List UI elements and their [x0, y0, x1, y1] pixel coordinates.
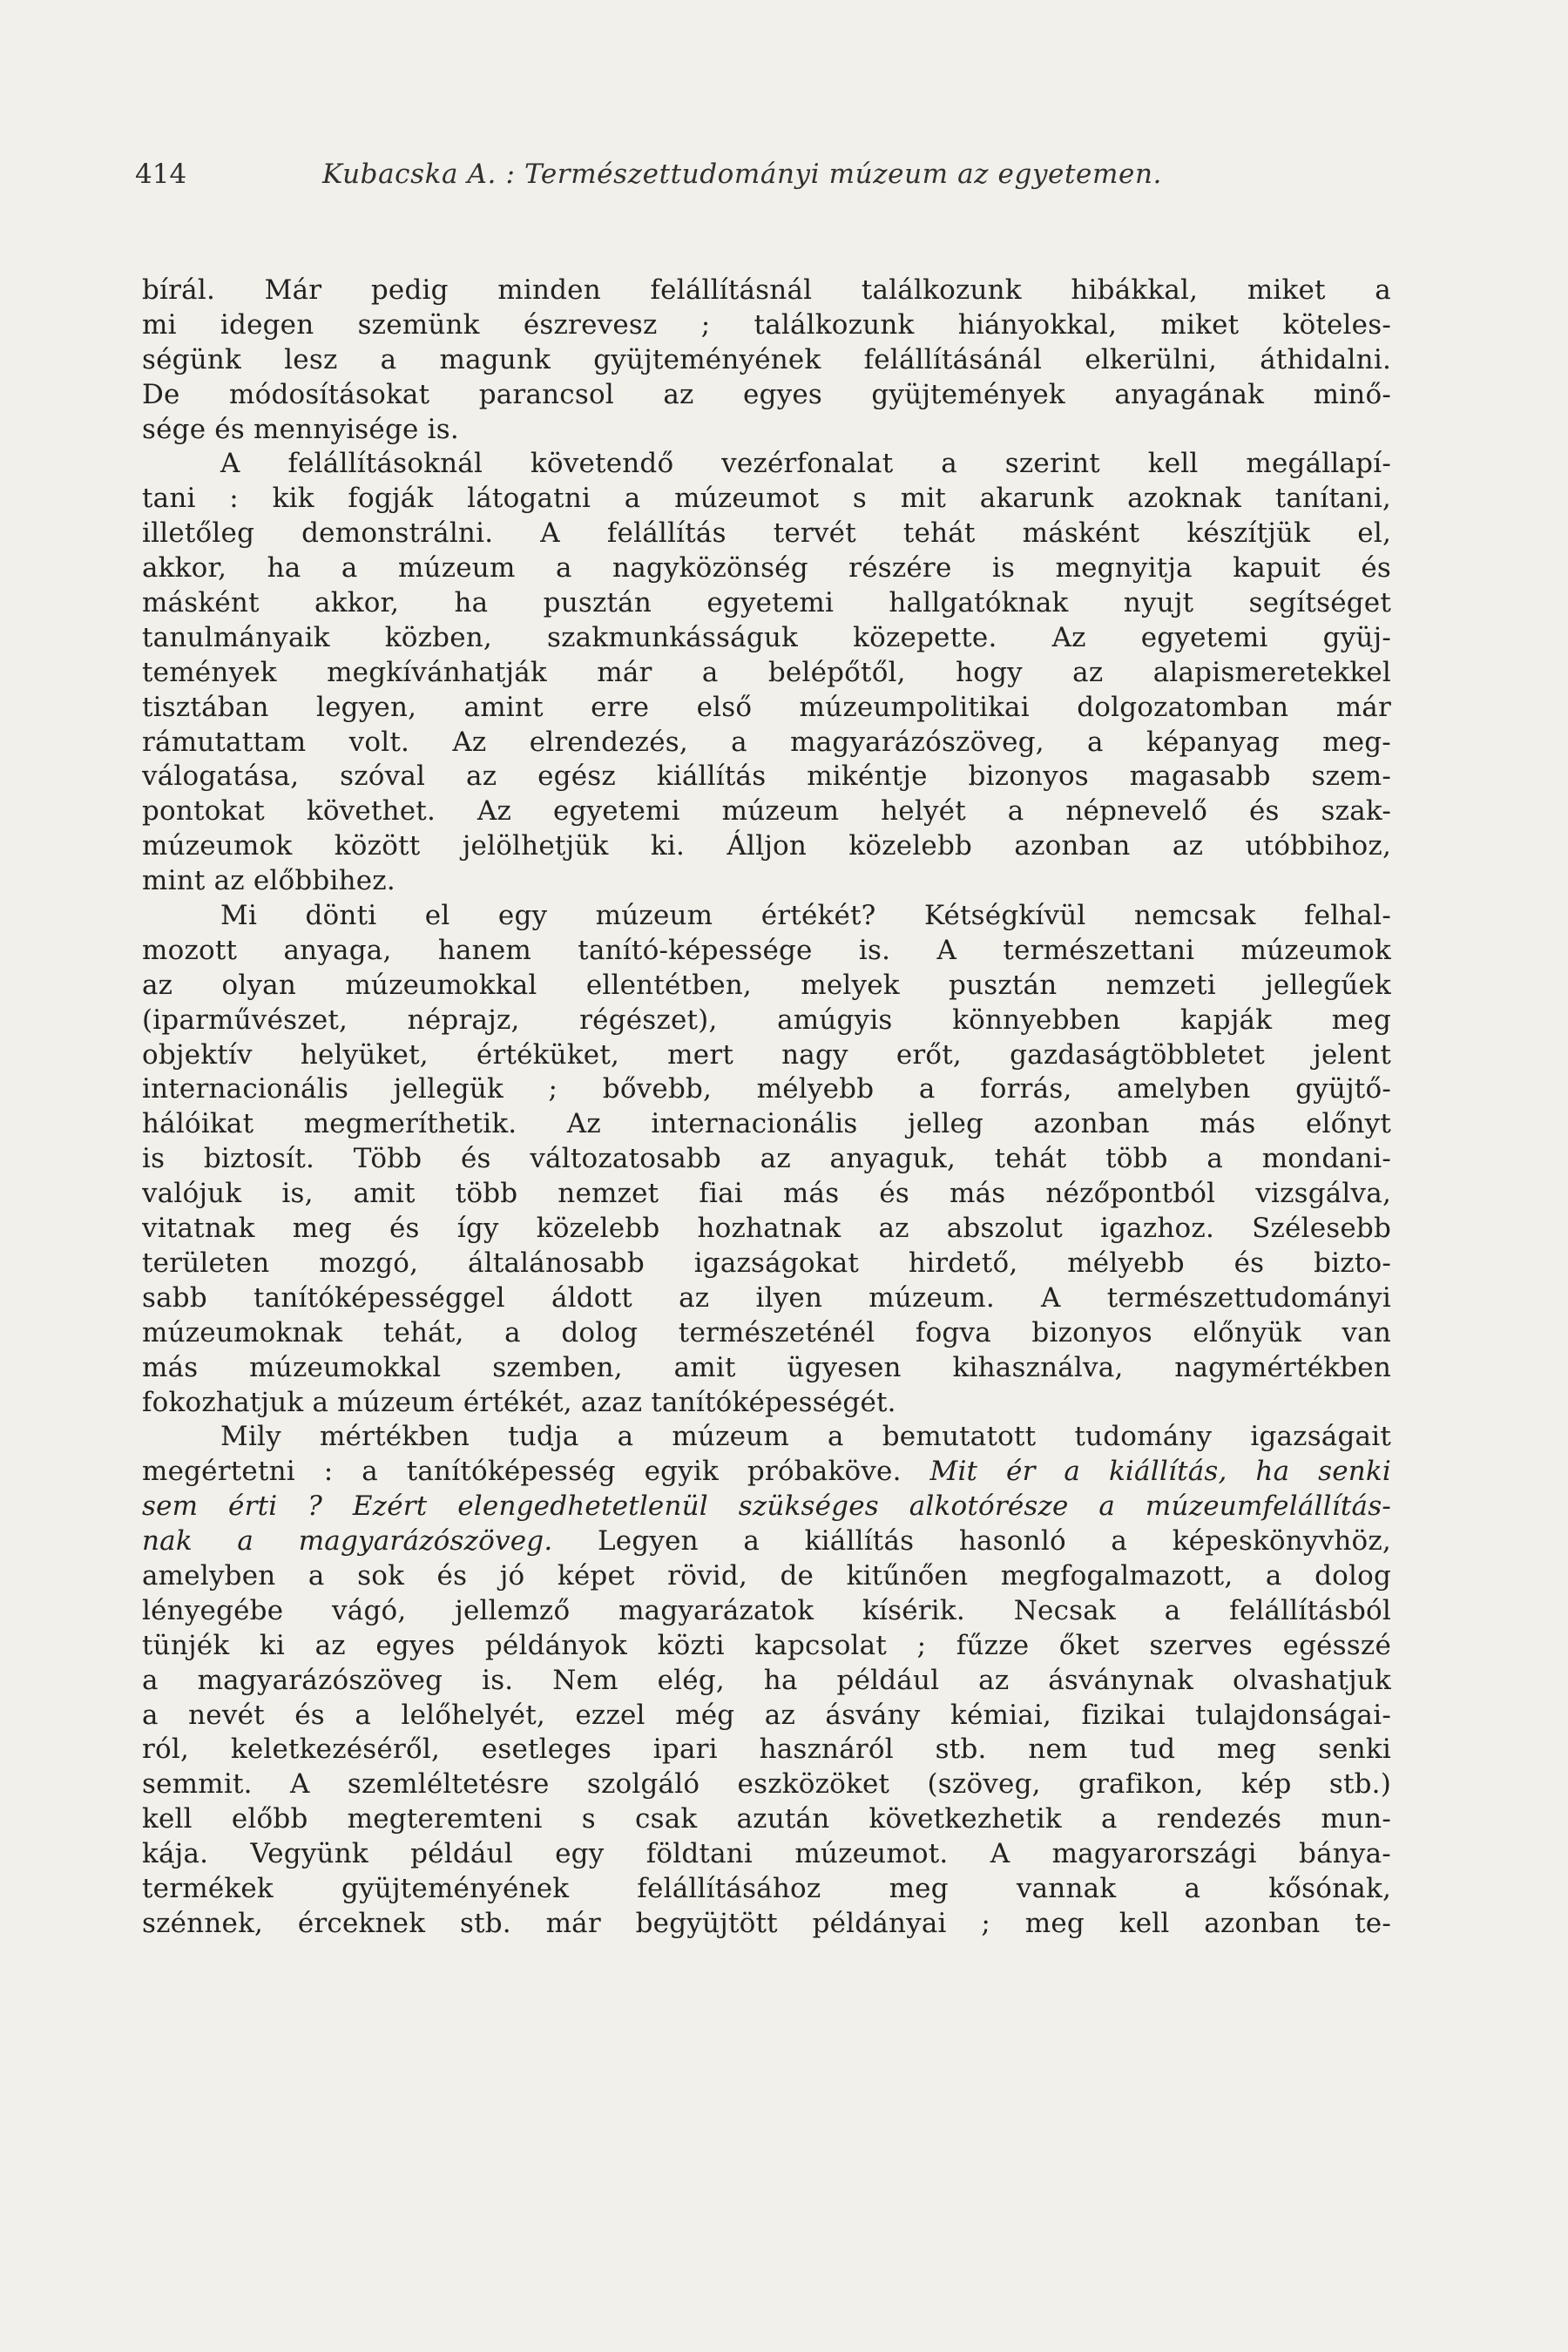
text-line: (iparművészet, néprajz, régészet), amúgyis könnyebben kapják meg	[142, 1004, 1391, 1036]
text-line: semmit. A szemléltetésre szolgáló eszközöket (szöveg, grafikon, kép stb.)	[142, 1768, 1391, 1801]
text-line: tanulmányaik közben, szakmunkásságuk közepette. Az egyetemi gyüj-	[142, 621, 1391, 653]
text-line: hálóikat megmeríthetik. Az internacionális jelleg azonban más előnyt	[142, 1108, 1391, 1140]
page-number: 414	[135, 159, 187, 190]
text-line: illetőleg demonstrálni. A felállítás tervét tehát másként készítjük el,	[142, 517, 1391, 550]
text-line: lényegébe vágó, jellemző magyarázatok kísérik. Necsak a felállításból	[142, 1594, 1391, 1626]
text-line: pontokat követhet. Az egyetemi múzeum helyét a népnevelő és szak-	[142, 795, 1391, 828]
text-line: tisztában legyen, amint erre első múzeumpolitikai dolgozatomban már	[142, 691, 1391, 723]
text-line-mixed	[142, 1455, 1391, 1490]
running-head	[135, 155, 1398, 193]
italic-segment: nak a magyarázószöveg.	[142, 1525, 553, 1558]
text-line: A felállításoknál követendő vezérfonalat a szerint kell megállapí-	[220, 448, 1391, 480]
text-line: szénnek, érceknek stb. már begyüjtött példányai ; meg kell azonban te-	[142, 1907, 1391, 1939]
text-line: vitatnak meg és így közelebb hozhatnak az abszolut igazhoz. Szélesebb	[142, 1213, 1391, 1245]
text-line: a nevét és a lelőhelyét, ezzel még az ásvány kémiai, fizikai tulajdonságai-	[142, 1699, 1391, 1731]
text-line: területen mozgó, általánosabb igazságokat hirdető, mélyebb és bizto-	[142, 1247, 1391, 1279]
text-line: válogatása, szóval az egész kiállítás mikéntje bizonyos magasabb szem-	[142, 760, 1391, 793]
text-segment: megértetni : a tanítóképesség egyik próbaköve.	[142, 1456, 902, 1488]
text-line: fokozhatjuk a múzeum értékét, azaz tanítóképességét.	[142, 1386, 896, 1418]
body-text	[142, 274, 1391, 1942]
text-line: rámutattam volt. Az elrendezés, a magyarázószöveg, a képanyag meg-	[142, 726, 1391, 758]
text-line: is biztosít. Több és változatosabb az anyaguk, tehát több a mondani-	[142, 1143, 1391, 1175]
text-line: valójuk is, amit több nemzet fiai más és más nézőpontból vizsgálva,	[142, 1178, 1391, 1210]
italic-line: sem érti ? Ezért elengedhetetlenül szükséges alkotórésze a múzeumfelállítás-	[142, 1490, 1391, 1523]
text-line: a magyarázószöveg is. Nem elég, ha például az ásványnak olvashatjuk	[142, 1664, 1391, 1696]
text-line: ról, keletkezéséről, esetleges ipari hasznáról stb. nem tud meg senki	[142, 1734, 1391, 1766]
text-line: De módosításokat parancsol az egyes gyüjtemények anyagának minő-	[142, 378, 1391, 410]
text-segment: Legyen a kiállítás hasonló a képeskönyvhöz,	[598, 1525, 1391, 1558]
text-line: másként akkor, ha pusztán egyetemi hallgatóknak nyujt segítséget	[142, 587, 1391, 619]
text-line: mi idegen szemünk észrevesz ; találkozunk hiányokkal, miket köteles-	[142, 308, 1391, 341]
text-line: sége és mennyisége is.	[142, 413, 459, 445]
text-line: mint az előbbihez.	[142, 865, 395, 897]
text-line: bírál. Már pedig minden felállításnál találkozunk hibákkal, miket a	[142, 274, 1391, 306]
text-line: objektív helyüket, értéküket, mert nagy erőt, gazdaságtöbbletet jelent	[142, 1038, 1391, 1071]
text-line: kell előbb megteremteni s csak azután következhetik a rendezés mun-	[142, 1803, 1391, 1835]
text-line: kája. Vegyünk például egy földtani múzeumot. A magyarországi bánya-	[142, 1838, 1391, 1870]
text-line: Mi dönti el egy múzeum értékét? Kétségkívül nemcsak felhal-	[220, 900, 1391, 932]
text-line: múzeumoknak tehát, a dolog természeténél fogva bizonyos előnyük van	[142, 1316, 1391, 1348]
text-line: Mily mértékben tudja a múzeum a bemutatott tudomány igazságait	[220, 1421, 1391, 1453]
text-line: tünjék ki az egyes példányok közti kapcsolat ; fűzze őket szerves egésszé	[142, 1629, 1391, 1661]
text-line: mozott anyaga, hanem tanító-képessége is. A természettani múzeumok	[142, 934, 1391, 966]
text-line-mixed	[142, 1524, 1391, 1559]
text-line: sabb tanítóképességgel áldott az ilyen múzeum. A természettudományi	[142, 1281, 1391, 1314]
text-line: az olyan múzeumokkal ellentétben, melyek pusztán nemzeti jellegűek	[142, 969, 1391, 1001]
text-line: temények megkívánhatják már a belépőtől, hogy az alapismeretekkel	[142, 656, 1391, 688]
text-line: internacionális jellegük ; bővebb, mélyebb a forrás, amelyben gyüjtő-	[142, 1073, 1391, 1105]
text-line: más múzeumokkal szemben, amit ügyesen kihasználva, nagymértékben	[142, 1351, 1391, 1383]
text-line: amelyben a sok és jó képet rövid, de kitűnően megfogalmazott, a dolog	[142, 1559, 1391, 1592]
header-title: Kubacska A. : Természettudományi múzeum az egyetemen.	[322, 159, 1162, 190]
text-line: ségünk lesz a magunk gyüjteményének felállításánál elkerülni, áthidalni.	[142, 343, 1391, 375]
text-line: termékek gyüjteményének felállításához meg vannak a kősónak,	[142, 1872, 1391, 1904]
text-line: múzeumok között jelölhetjük ki. Álljon közelebb azonban az utóbbihoz,	[142, 830, 1391, 862]
text-line: tani : kik fogják látogatni a múzeumot s mit akarunk azoknak tanítani,	[142, 483, 1391, 515]
italic-segment: Mit ér a kiállítás, ha senki	[929, 1456, 1391, 1488]
text-line: akkor, ha a múzeum a nagyközönség részére is megnyitja kapuit és	[142, 552, 1391, 585]
